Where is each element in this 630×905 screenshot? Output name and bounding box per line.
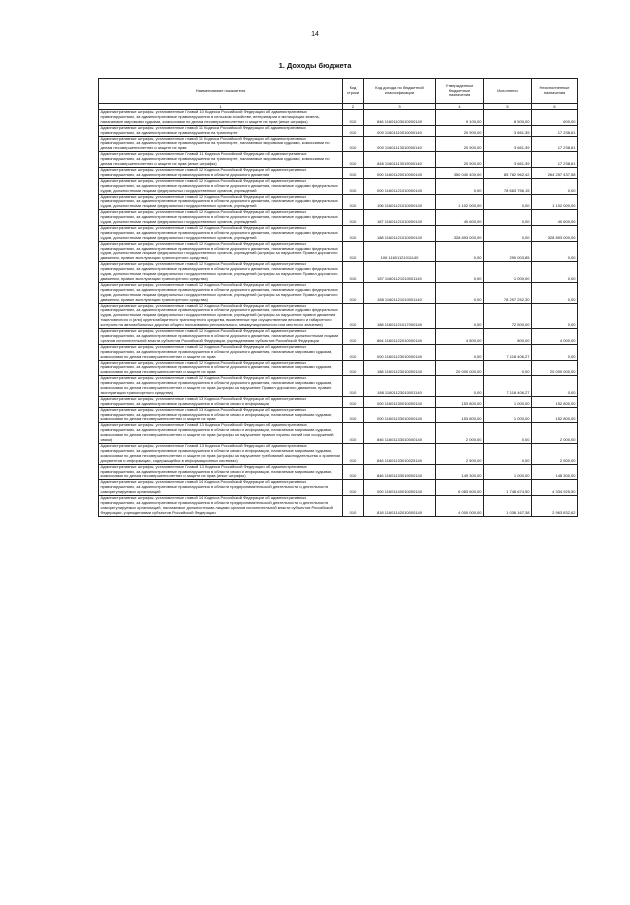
- row-executed-cell: 8 500,00: [484, 110, 532, 126]
- table-row: [99, 444, 578, 465]
- row-approved-cell: 0,00: [436, 262, 484, 283]
- row-approved-cell: 350 040 400,00: [436, 167, 484, 178]
- row-unexecuted-cell: 0,00: [532, 282, 578, 303]
- table-row: [99, 125, 578, 136]
- row-unexecuted-cell: 2 500,00: [532, 444, 578, 465]
- header-approved: Утвержденные бюджетные назначения: [436, 79, 484, 104]
- row-executed-cell: 800,00: [484, 329, 532, 345]
- row-unexecuted-cell: 0,00: [532, 241, 578, 262]
- header-unexecuted: Неисполненные назначения: [532, 79, 578, 104]
- row-approved-cell: 20 900,00: [436, 136, 484, 152]
- row-classification-code-cell: 846 11601113019000140: [364, 152, 436, 168]
- page-number: 14: [311, 31, 319, 38]
- row-classification-code-cell: 000 11601113010000140: [364, 136, 436, 152]
- row-name-cell: Административные штрафы, установленные Главой 13 Кодекса Российской Федерации об административных правонарушениях, за административные правонарушения в области связи и информации, налагаемые мировыми судьями, комиссиями по делам несовершеннолетних и защите их прав (иные штрафы): [99, 464, 343, 480]
- row-classification-code-cell: 187 11601121010001140: [364, 262, 436, 283]
- row-unexecuted-cell: 0,00: [532, 303, 578, 329]
- row-approved-cell: 0,00: [436, 178, 484, 194]
- row-classification-code-cell: 188 11601123010000140: [364, 360, 436, 376]
- row-approved-cell: 2 500,00: [436, 444, 484, 465]
- row-approved-cell: 0,00: [436, 344, 484, 360]
- row-line-code-cell: 010: [343, 125, 364, 136]
- row-approved-cell: 0,00: [436, 241, 484, 262]
- row-classification-code-cell: 846 11601133019000140: [364, 464, 436, 480]
- row-approved-cell: 40 600,00: [436, 210, 484, 226]
- row-line-code-cell: 010: [343, 303, 364, 329]
- table-row: [99, 110, 578, 126]
- row-classification-code-cell: 818 11601142010000140: [364, 496, 436, 517]
- row-unexecuted-cell: 600,00: [532, 110, 578, 126]
- table-row: [99, 496, 578, 517]
- row-unexecuted-cell: 0,00: [532, 344, 578, 360]
- row-approved-cell: 153 800,00: [436, 407, 484, 423]
- row-unexecuted-cell: 148 300,00: [532, 464, 578, 480]
- row-line-code-cell: 010: [343, 407, 364, 423]
- row-line-code-cell: 010: [343, 178, 364, 194]
- table-row: [99, 344, 578, 360]
- row-name-cell: Административные штрафы, установленные главой 12 Кодекса Российской Федерации об административных правонарушениях, за административные правонарушения в области дорожного движения, налагаемые судьями федеральных судов, должностными лицами федеральных государственных органов, учреждений: [99, 194, 343, 210]
- row-unexecuted-cell: 0,00: [532, 178, 578, 194]
- row-approved-cell: 0,00: [436, 282, 484, 303]
- row-executed-cell: 3 661,39: [484, 152, 532, 168]
- column-number: 2: [343, 104, 364, 110]
- table-row: [99, 360, 578, 376]
- table-row: [99, 210, 578, 226]
- row-name-cell: Административные штрафы, установленные главой 14 Кодекса Российской Федерации об административных правонарушениях, за административные правонарушения в области предпринимательской деятельности и деятельности саморегулируемых организаций, налагаемые должностными лицами органов исполнительной власти субъектов Российской Федерации, учреждениями субъектов Российской Федерации: [99, 496, 343, 517]
- row-line-code-cell: 010: [343, 262, 364, 283]
- table-row: [99, 262, 578, 283]
- column-number: 3: [364, 104, 436, 110]
- revenue-table: [98, 78, 578, 517]
- table-row: [99, 329, 578, 345]
- row-unexecuted-cell: 0,00: [532, 376, 578, 397]
- row-name-cell: Административные штрафы, установленные главой 14 Кодекса Российской Федерации об административных правонарушениях, за административные правонарушения в области предпринимательской деятельности и деятельности саморегулируемых организаций: [99, 480, 343, 496]
- row-line-code-cell: 010: [343, 210, 364, 226]
- row-line-code-cell: 010: [343, 167, 364, 178]
- row-executed-cell: 78 663 756,15: [484, 178, 532, 194]
- table-row: [99, 480, 578, 496]
- row-name-cell: Административные штрафы, установленные главой 12 Кодекса Российской Федерации об административных правонарушениях, за административные правонарушения в области дорожного движения, налагаемые судьями федеральных судов, должностными лицами федеральных государственных органов, учреждений (штрафы за нарушение Правил дорожного движения, правил эксплуатации транспортного средства): [99, 241, 343, 262]
- row-name-cell: Административные штрафы, установленные главой 12 Кодекса Российской Федерации об административных правонарушениях, за административные правонарушения в области дорожного движения, налагаемые мировыми судьями, комиссиями по делам несовершеннолетних и защите их прав: [99, 344, 343, 360]
- row-classification-code-cell: 188 11601123010001140: [364, 376, 436, 397]
- row-classification-code-cell: 846 11601103010000140: [364, 110, 436, 126]
- row-executed-cell: 0,00: [484, 444, 532, 465]
- table-body: [99, 110, 578, 517]
- row-unexecuted-cell: 264 257 437,58: [532, 167, 578, 178]
- row-name-cell: Административные штрафы, установленные Главой 11 Кодекса Российской Федерации об административных правонарушениях, за административные правонарушения на транспорте, налагаемые мировыми судьями, комиссиями по делам несовершеннолетних и защите их прав (иные штрафы): [99, 152, 343, 168]
- table-row: [99, 225, 578, 241]
- row-line-code-cell: 010: [343, 423, 364, 444]
- row-classification-code-cell: 188 11601121017000140: [364, 303, 436, 329]
- row-executed-cell: 3 661,39: [484, 136, 532, 152]
- row-classification-code-cell: 000 11601110010000140: [364, 125, 436, 136]
- row-executed-cell: 1 036 167,38: [484, 496, 532, 517]
- table-row: [99, 241, 578, 262]
- table-row: [99, 167, 578, 178]
- row-unexecuted-cell: 152 800,00: [532, 407, 578, 423]
- row-unexecuted-cell: 4 000,00: [532, 329, 578, 345]
- row-approved-cell: 1 102 000,00: [436, 194, 484, 210]
- row-line-code-cell: 010: [343, 464, 364, 480]
- row-approved-cell: 9 100,00: [436, 110, 484, 126]
- row-line-code-cell: 010: [343, 241, 364, 262]
- column-number: 1: [99, 104, 343, 110]
- row-approved-cell: 149 300,00: [436, 464, 484, 480]
- row-name-cell: Административные штрафы, установленные Главой 13 Кодекса Российской Федерации об административных правонарушениях, за административные правонарушения в области связи и информации, налагаемые мировыми судьями, комиссиями по делам несовершеннолетних и защите их прав (штрафы за нарушение правил охраны линий или сооружений связи): [99, 423, 343, 444]
- row-executed-cell: 78 297 252,30: [484, 282, 532, 303]
- row-line-code-cell: 010: [343, 344, 364, 360]
- row-executed-cell: 1 000,00: [484, 407, 532, 423]
- row-name-cell: Административные штрафы, установленные главой 12 Кодекса Российской Федерации об административных правонарушениях, за административные правонарушения в области дорожного движения, налагаемые судьями федеральных судов, должностными лицами федеральных государственных органов, учреждений (штрафы за нарушение Правил дорожного движения, правил эксплуатации транспортного средства): [99, 282, 343, 303]
- row-line-code-cell: 010: [343, 152, 364, 168]
- row-unexecuted-cell: 17 238,61: [532, 152, 578, 168]
- row-line-code-cell: 010: [343, 480, 364, 496]
- row-approved-cell: 0,00: [436, 303, 484, 329]
- row-classification-code-cell: 188 11601121010000140: [364, 225, 436, 241]
- row-approved-cell: 6 083 600,00: [436, 480, 484, 496]
- row-unexecuted-cell: 2 000,00: [532, 423, 578, 444]
- row-line-code-cell: 010: [343, 360, 364, 376]
- row-line-code-cell: 010: [343, 396, 364, 407]
- row-executed-cell: 7 118 406,27: [484, 344, 532, 360]
- row-unexecuted-cell: 1 102 000,00: [532, 194, 578, 210]
- table-row: [99, 178, 578, 194]
- row-classification-code-cell: 864 11601122010000140: [364, 329, 436, 345]
- row-executed-cell: 72 500,00: [484, 303, 532, 329]
- section-title: 1. Доходы бюджета: [278, 61, 352, 70]
- row-name-cell: Административные штрафы, установленные главой 11 Кодекса Российской Федерации об административных правонарушениях, за административные правонарушения на транспорте, налагаемые мировыми судьями, комиссиями по делам несовершеннолетних и защите их прав: [99, 136, 343, 152]
- row-classification-code-cell: 846 11601133010000140: [364, 423, 436, 444]
- table-header-row: [99, 79, 578, 104]
- row-name-cell: Административные штрафы, установленные главой 12 Кодекса Российской Федерации об административных правонарушениях, за административные правонарушения в области дорожного движения, налагаемые судьями федеральных судов, должностными лицами федеральных государственных органов, учреждений (штрафы за нарушение Правил дорожного движения, правил эксплуатации транспортного средства): [99, 262, 343, 283]
- row-unexecuted-cell: 17 238,61: [532, 125, 578, 136]
- row-executed-cell: 0,00: [484, 360, 532, 376]
- row-line-code-cell: 010: [343, 136, 364, 152]
- column-number: 5: [484, 104, 532, 110]
- row-classification-code-cell: 188 11601121010001140: [364, 282, 436, 303]
- row-approved-cell: 153 800,00: [436, 396, 484, 407]
- row-executed-cell: 290 003,85: [484, 241, 532, 262]
- row-classification-code-cell: 846 11601133010025140: [364, 444, 436, 465]
- row-approved-cell: 0,00: [436, 376, 484, 397]
- row-name-cell: Административные штрафы, установленные главой 11 Кодекса Российской Федерации об административных правонарушениях, за административные правонарушения на транспорте: [99, 125, 343, 136]
- row-line-code-cell: 010: [343, 376, 364, 397]
- row-classification-code-cell: 000 11601123010000140: [364, 344, 436, 360]
- row-approved-cell: 20 900,00: [436, 152, 484, 168]
- header-name: Наименование показателя: [99, 79, 343, 104]
- row-unexecuted-cell: 2 963 832,62: [532, 496, 578, 517]
- row-name-cell: Административные штрафы, установленные главой 12 Кодекса Российской Федерации об административных правонарушениях, за административные правонарушения в области дорожного движения, налагаемые судьями федеральных судов, должностными лицами федеральных государственных органов, учреждений: [99, 225, 343, 241]
- row-executed-cell: 0,00: [484, 194, 532, 210]
- row-name-cell: Административные штрафы, установленные главой 12 Кодекса Российской Федерации об административных правонарушениях, за административные правонарушения в области дорожного движения, налагаемые судьями федеральных судов, должностными лицами федеральных государственных органов, учреждений (штрафы за нарушение правил движения тяжеловесного и (или) крупногабаритного транспортного средства, выявленные при осуществлении весового и габаритного контроля на автомобильных дорогах общего пользования регионального, межмуниципального или местного значения): [99, 303, 343, 329]
- table-row: [99, 423, 578, 444]
- row-name-cell: Административные штрафы, установленные Главой 13 Кодекса Российской Федерации об административных правонарушениях, за административные правонарушения в области связи и информации, налагаемые мировыми судьями, комиссиями по делам несовершеннолетних и защите их прав (штрафы за нарушение требований законодательства о хранении документов и информации, содержащейся в информационных системах): [99, 444, 343, 465]
- row-approved-cell: 4 800,00: [436, 329, 484, 345]
- row-classification-code-cell: 000 11601133010000140: [364, 407, 436, 423]
- row-classification-code-cell: 000 11601130010000140: [364, 396, 436, 407]
- row-name-cell: Административные штрафы, установленные главой 12 Кодекса Российской Федерации об административных правонарушениях, за административные правонарушения в области дорожного движения, налагаемые должностными лицами органов исполнительной власти субъектов Российской Федерации, учреждениями субъектов Российской Федерации: [99, 329, 343, 345]
- row-name-cell: Административные штрафы, установленные Главой 10 Кодекса Российской Федерации об административных правонарушениях, за административные правонарушения в сельском хозяйстве, ветеринарии и мелиорации земель, налагаемые мировыми судьями, комиссиями по делам несовершеннолетних и защите их прав (иные штрафы): [99, 110, 343, 126]
- row-executed-cell: 1 000,00: [484, 262, 532, 283]
- row-name-cell: Административные штрафы, установленные главой 12 Кодекса Российской Федерации об административных правонарушениях, за административные правонарушения в области дорожного движения, налагаемые судьями федеральных судов, должностными лицами федеральных государственных органов, учреждений: [99, 210, 343, 226]
- row-unexecuted-cell: 0,00: [532, 262, 578, 283]
- table-row: [99, 152, 578, 168]
- row-name-cell: Административные штрафы, установленные главой 13 Кодекса Российской Федерации об административных правонарушениях, за административные правонарушения в области связи и информации: [99, 396, 343, 407]
- row-executed-cell: 0,00: [484, 225, 532, 241]
- row-name-cell: Административные штрафы, установленные главой 13 Кодекса Российской Федерации об административных правонарушениях, за административные правонарушения в области связи и информации, налагаемые мировыми судьями, комиссиями по делам несовершеннолетних и защите их прав: [99, 407, 343, 423]
- row-line-code-cell: 010: [343, 194, 364, 210]
- row-executed-cell: 0,00: [484, 210, 532, 226]
- row-executed-cell: 1 748 674,50: [484, 480, 532, 496]
- row-line-code-cell: 010: [343, 444, 364, 465]
- row-executed-cell: 3 661,39: [484, 125, 532, 136]
- row-classification-code-cell: 106 11601121010000140: [364, 194, 436, 210]
- table-row: [99, 376, 578, 397]
- column-number: 4: [436, 104, 484, 110]
- row-classification-code-cell: 187 11601121010000140: [364, 210, 436, 226]
- header-executed: Исполнено: [484, 79, 532, 104]
- row-approved-cell: 4 000 000,00: [436, 496, 484, 517]
- row-name-cell: Административные штрафы, установленные главой 12 Кодекса Российской Федерации об административных правонарушениях, за административные правонарушения в области дорожного движения, налагаемые мировыми судьями, комиссиями по делам несовершеннолетних и защите их прав (штрафы за нарушение Правил дорожного движения, правил эксплуатации транспортного средства): [99, 376, 343, 397]
- row-unexecuted-cell: 17 238,61: [532, 136, 578, 152]
- row-approved-cell: 20 900,00: [436, 125, 484, 136]
- row-unexecuted-cell: 40 600,00: [532, 210, 578, 226]
- table-row: [99, 396, 578, 407]
- row-name-cell: Административные штрафы, установленные главой 12 Кодекса Российской Федерации об административных правонарушениях, за административные правонарушения в области дорожного движения, налагаемые судьями федеральных судов, должностными лицами федеральных государственных органов, учреждений: [99, 178, 343, 194]
- row-executed-cell: 1 000,00: [484, 464, 532, 480]
- row-unexecuted-cell: 4 334 925,50: [532, 480, 578, 496]
- row-classification-code-cell: 000 11601140010000140: [364, 480, 436, 496]
- table-row: [99, 407, 578, 423]
- column-number: 6: [532, 104, 578, 110]
- row-executed-cell: 0,00: [484, 423, 532, 444]
- row-unexecuted-cell: 152 800,00: [532, 396, 578, 407]
- table-row: [99, 464, 578, 480]
- row-name-cell: Административные штрафы, установленные главой 12 Кодекса Российской Федерации об административных правонарушениях, за административные правонарушения в области дорожного движения, налагаемые мировыми судьями, комиссиями по делам несовершеннолетних и защите их прав: [99, 360, 343, 376]
- header-classification-code: Код дохода по бюджетной классификации: [364, 79, 436, 104]
- row-executed-cell: 85 782 962,42: [484, 167, 532, 178]
- row-line-code-cell: 010: [343, 329, 364, 345]
- row-unexecuted-cell: 20 000 000,00: [532, 360, 578, 376]
- table-row: [99, 194, 578, 210]
- table-row: [99, 136, 578, 152]
- row-unexecuted-cell: 328 893 000,00: [532, 225, 578, 241]
- row-line-code-cell: 010: [343, 225, 364, 241]
- header-line-code: Код строки: [343, 79, 364, 104]
- row-approved-cell: 2 000,00: [436, 423, 484, 444]
- table-row: [99, 303, 578, 329]
- table-row: [99, 282, 578, 303]
- row-approved-cell: 20 000 000,00: [436, 360, 484, 376]
- row-executed-cell: 1 000,00: [484, 396, 532, 407]
- row-name-cell: Административные штрафы, установленные главой 12 Кодекса Российской Федерации об административных правонарушениях, за административные правонарушения в области дорожного движения: [99, 167, 343, 178]
- row-line-code-cell: 010: [343, 110, 364, 126]
- row-line-code-cell: 010: [343, 282, 364, 303]
- row-approved-cell: 328 893 000,00: [436, 225, 484, 241]
- row-classification-code-cell: 000 11601120010000140: [364, 167, 436, 178]
- row-classification-code-cell: 000 11601121010000140: [364, 178, 436, 194]
- row-line-code-cell: 010: [343, 496, 364, 517]
- row-executed-cell: 7 118 406,27: [484, 376, 532, 397]
- row-classification-code-cell: 106 11601121011140: [364, 241, 436, 262]
